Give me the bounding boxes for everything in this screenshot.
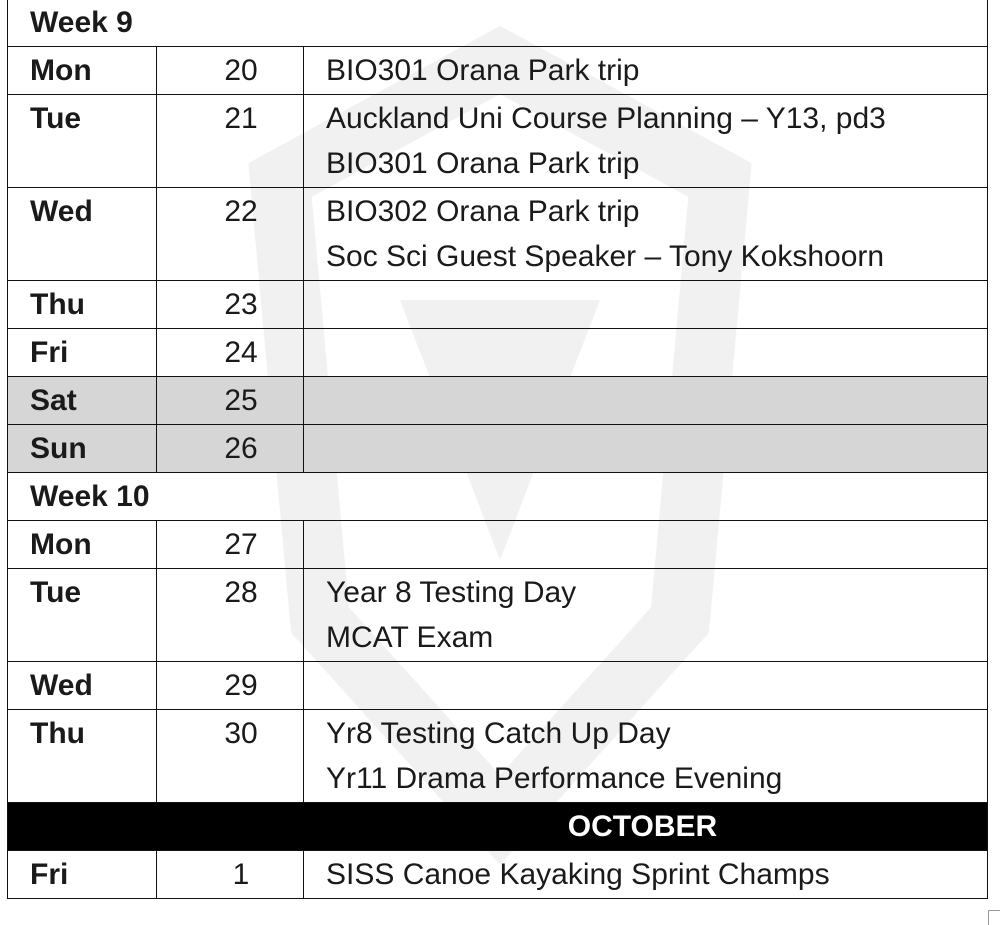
date-cell: 20 <box>157 47 304 95</box>
date-cell: 27 <box>157 521 304 569</box>
week-label: Week 9 <box>8 0 988 47</box>
event-item: BIO302 Orana Park trip <box>326 195 640 228</box>
calendar-row <box>8 662 988 710</box>
week-header-row <box>8 0 988 47</box>
calendar-row <box>8 95 988 188</box>
date-cell: 29 <box>157 662 304 710</box>
calendar-row <box>8 329 988 377</box>
calendar-table <box>7 0 988 899</box>
event-item: Yr8 Testing Catch Up Day <box>326 717 671 750</box>
events-cell <box>304 569 988 662</box>
week-label: Week 10 <box>8 473 988 521</box>
event-item: MCAT Exam <box>326 621 494 654</box>
calendar-row <box>8 710 988 803</box>
date-cell: 26 <box>157 425 304 473</box>
calendar-row <box>8 188 988 281</box>
date-cell: 28 <box>157 569 304 662</box>
event-item: Soc Sci Guest Speaker – Tony Kokshoorn <box>326 240 885 273</box>
events-cell <box>304 188 988 281</box>
calendar-row-weekend <box>8 425 988 473</box>
event-item: Year 8 Testing Day <box>326 576 577 609</box>
day-cell: Wed <box>8 662 157 710</box>
day-cell: Sat <box>8 377 157 425</box>
page-corner-mark <box>988 910 1000 925</box>
date-cell: 22 <box>157 188 304 281</box>
events-cell <box>304 662 988 710</box>
event-item: Yr11 Drama Performance Evening <box>326 762 783 795</box>
week-header-row <box>8 473 988 521</box>
calendar-row <box>8 521 988 569</box>
day-cell: Fri <box>8 329 157 377</box>
date-cell: 24 <box>157 329 304 377</box>
day-cell: Tue <box>8 569 157 662</box>
events-cell <box>304 47 988 95</box>
day-cell: Thu <box>8 281 157 329</box>
date-cell: 30 <box>157 710 304 803</box>
calendar-row-weekend <box>8 377 988 425</box>
day-cell: Tue <box>8 95 157 188</box>
day-cell: Fri <box>8 851 157 899</box>
event-item: BIO301 Orana Park trip <box>326 147 640 180</box>
day-cell: Thu <box>8 710 157 803</box>
events-cell <box>304 329 988 377</box>
calendar-row <box>8 569 988 662</box>
day-cell: Mon <box>8 521 157 569</box>
date-cell: 23 <box>157 281 304 329</box>
events-cell <box>304 710 988 803</box>
events-cell <box>304 281 988 329</box>
day-cell: Mon <box>8 47 157 95</box>
events-cell <box>304 377 988 425</box>
day-cell: Sun <box>8 425 157 473</box>
month-label: OCTOBER <box>8 803 988 851</box>
calendar-row <box>8 47 988 95</box>
events-cell <box>304 851 988 899</box>
date-cell: 1 <box>157 851 304 899</box>
day-cell: Wed <box>8 188 157 281</box>
date-cell: 25 <box>157 377 304 425</box>
month-header-row <box>8 803 988 851</box>
events-cell <box>304 521 988 569</box>
events-cell <box>304 425 988 473</box>
event-item: SISS Canoe Kayaking Sprint Champs <box>326 858 830 891</box>
event-item: BIO301 Orana Park trip <box>326 54 640 87</box>
calendar-row <box>8 851 988 899</box>
date-cell: 21 <box>157 95 304 188</box>
calendar-row <box>8 281 988 329</box>
events-cell <box>304 95 988 188</box>
event-item: Auckland Uni Course Planning – Y13, pd3 <box>326 102 886 135</box>
